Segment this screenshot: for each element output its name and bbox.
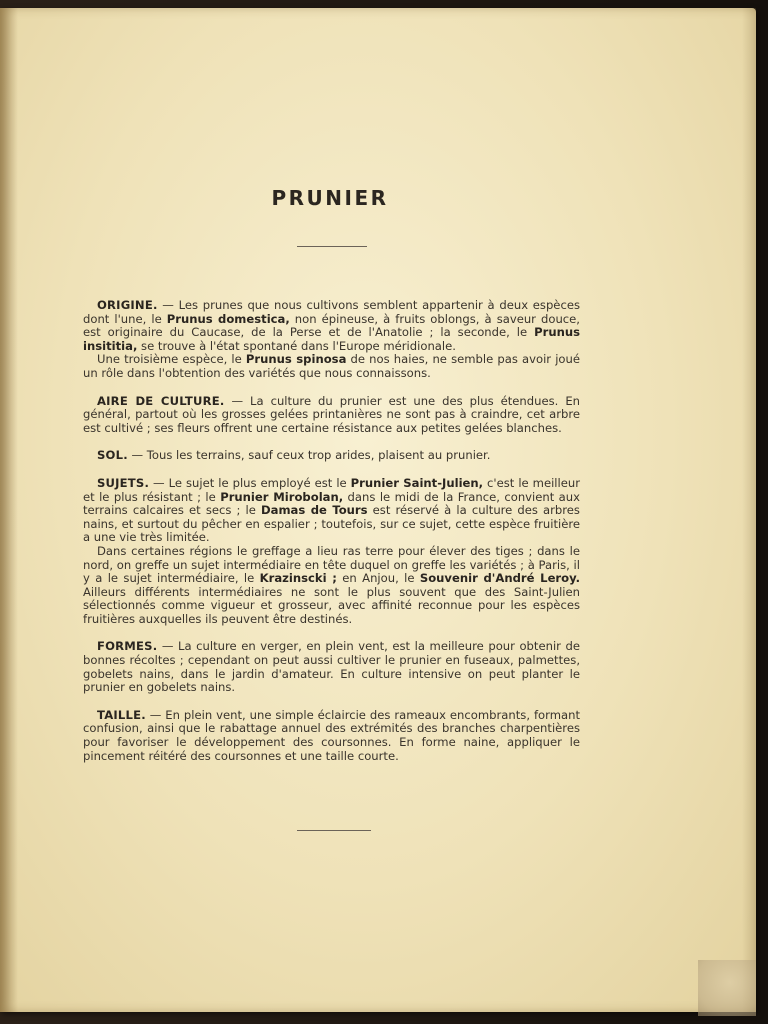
page-title: PRUNIER xyxy=(271,186,389,210)
bold-term: Prunus insititia, xyxy=(83,325,580,353)
paragraph xyxy=(83,709,580,763)
section-aire-de-culture xyxy=(83,395,580,436)
text-run: c'est le meilleur et le plus résistant ; le xyxy=(83,475,580,504)
bold-term: Prunus spinosa xyxy=(245,352,347,367)
bold-term: Souvenir d'André Leroy. xyxy=(419,571,581,586)
text-run: de nos haies, ne semble pas avoir joué un rôle dans l'obtention des variétés que nous connaissons. xyxy=(83,352,580,380)
book-page xyxy=(0,8,756,1012)
text-run: — La culture en verger, en plein vent, est la meilleure pour obtenir de bonnes récoltes ; cependant on peut aussi cultiver le prunier en fuseaux, palmettes, gobelets nains, dans le jardin d'amateur. En culture intensive on peut planter le prunier en gobelets nains. xyxy=(83,639,580,695)
text-run: en Anjou, le xyxy=(336,571,420,586)
bold-term: Krazinscki ; xyxy=(259,571,337,586)
section-heading: SOL. xyxy=(97,448,128,463)
section-sujets xyxy=(83,477,580,627)
text-run: Une troisième espèce, le xyxy=(97,352,246,367)
gutter-shadow xyxy=(0,8,18,1012)
text-run: — Le sujet le plus employé est le xyxy=(149,475,351,490)
paragraph xyxy=(83,449,580,463)
section-sol xyxy=(83,449,580,463)
section-heading: SUJETS. xyxy=(97,475,150,490)
text-run: dans le midi de la France, convient aux terrains calcaires et secs ; le xyxy=(83,489,580,518)
bold-term: Prunus domestica, xyxy=(166,311,290,326)
text-run: Dans certaines régions le greffage a lieu ras terre pour élever des tiges ; dans le nord, on greffe un sujet intermédiaire en tête duquel on greffe les variétés ; à Paris, il y a le sujet intermédiaire, le xyxy=(83,543,580,586)
bold-term: Prunier Saint-Julien, xyxy=(350,475,484,490)
page-edge xyxy=(742,8,756,1012)
text-run: est réservé à la culture des arbres nains, et surtout du pêcher en espalier ; toutefois, sur ce sujet, cette espèce fruitière a une vie très limitée. xyxy=(83,503,580,545)
text-run: — La culture du prunier est une des plus étendues. En général, partout où les grosses gelées printanières ne sont pas à craindre, cet arbre est cultivé ; ses fleurs offrent une certaine résistance aux petites gelées blanches. xyxy=(83,393,580,435)
paragraph xyxy=(83,477,580,545)
section-heading: TAILLE. xyxy=(97,707,146,722)
article-body xyxy=(83,299,580,777)
paragraph xyxy=(83,395,580,436)
title-rule xyxy=(297,246,367,247)
corner-thumbnail xyxy=(698,960,756,1016)
text-run: — En plein vent, une simple éclaircie des rameaux encombrants, formant confusion, ainsi que le rabattage annuel des extrémités des branches charpentières pour favoriser le développement des coursonnes. En forme naine, appliquer le pincement réitéré des coursonnes et une taille courte. xyxy=(83,707,580,763)
paragraph xyxy=(83,353,580,380)
section-heading: FORMES. xyxy=(97,639,158,654)
text-run: se trouve à l'état spontané dans l'Europe méridionale. xyxy=(137,338,456,353)
section-formes xyxy=(83,640,580,694)
closing-rule xyxy=(297,830,371,831)
section-taille xyxy=(83,709,580,763)
bold-term: Damas de Tours xyxy=(261,503,368,518)
section-heading: ORIGINE. xyxy=(97,298,158,312)
text-run: — Les prunes que nous cultivons semblent appartenir à deux espèces dont l'une, le xyxy=(83,298,580,326)
section-heading: AIRE DE CULTURE. xyxy=(97,393,225,408)
bold-term: Prunier Mirobolan, xyxy=(220,489,344,504)
section-origine xyxy=(83,299,580,381)
paragraph xyxy=(83,299,580,353)
text-run: non épineuse, à fruits oblongs, à saveur douce, est originaire du Caucase, de la Perse et de l'Anatolie ; la seconde, le xyxy=(83,311,580,340)
paragraph xyxy=(83,545,580,627)
paragraph xyxy=(83,640,580,694)
text-run: Ailleurs différents intermédiaires ne sont le plus souvent que des Saint-Julien sélectionnés comme vigueur et grosseur, avec affinité reconnue pour les espèces fruitières auxquelles ils peuvent être destinés. xyxy=(83,584,580,626)
text-run: — Tous les terrains, sauf ceux trop arides, plaisent au prunier. xyxy=(127,448,491,463)
